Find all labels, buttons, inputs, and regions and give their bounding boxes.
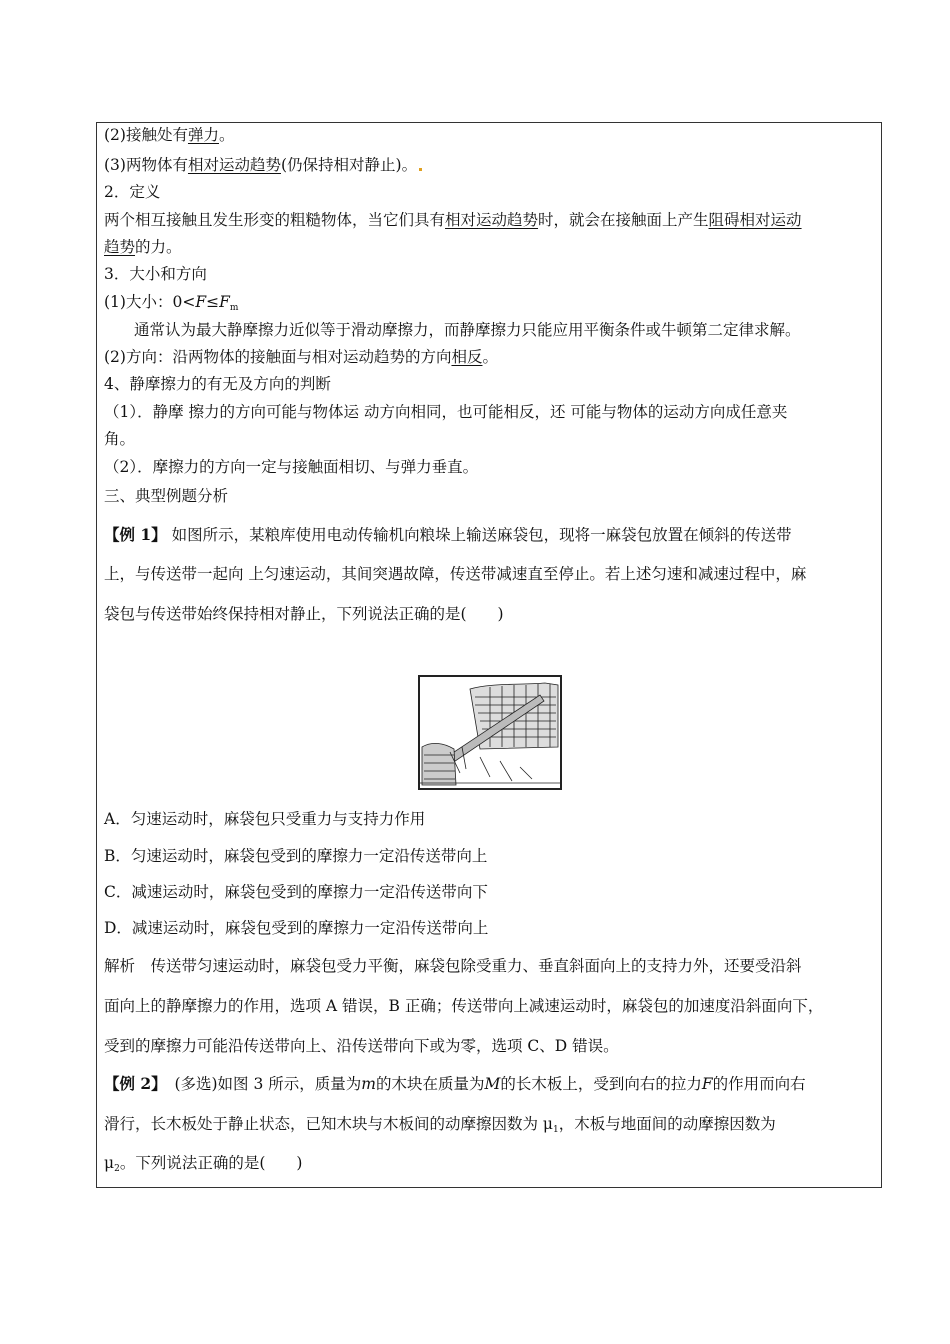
direction-line [104, 347, 498, 367]
text: ≤ [206, 293, 220, 311]
text: 的作用而向右 [712, 1075, 806, 1093]
option-a: A．匀速运动时，麻袋包只受重力与支持力作用 [104, 810, 426, 828]
text: 的力。 [135, 238, 182, 256]
symbol: μ [104, 1154, 115, 1172]
content-frame [96, 122, 882, 1188]
definition-line-2 [104, 237, 182, 257]
text: ，木板与地面间的动摩擦因数为 [558, 1115, 776, 1133]
symbol: F [219, 293, 230, 311]
conveyor-figure [418, 675, 562, 790]
text: 的木块在质量为 [375, 1075, 485, 1093]
symbol: M [484, 1075, 501, 1093]
text: 如图所示，某粮库使用电动传输机向粮垛上输送麻袋包，现将一麻袋包放置在倾斜的传送带 [166, 526, 792, 544]
text: (2)接触处有 [104, 126, 188, 144]
judgement-1: （1）．静摩 擦力的方向可能与物体运 动方向相同，也可能相反，还 可能与物体的运动方向成任意夹 [104, 403, 788, 421]
symbol: m [361, 1075, 376, 1093]
example-1-line-3: 袋包与传送带始终保持相对静止，下列说法正确的是( ) [104, 605, 504, 623]
definition-line-1 [104, 210, 802, 230]
text: 。 [482, 348, 498, 366]
judgement-1-cont: 角。 [104, 430, 136, 448]
example-2-line-3 [104, 1153, 302, 1179]
solution-line-1: 解析 传送带匀速运动时，麻袋包受力平衡，麻袋包除受重力、垂直斜面向上的支持力外，还要受沿斜 [104, 957, 802, 975]
condition-3 [104, 155, 422, 175]
heading-magnitude: 3．大小和方向 [104, 265, 207, 283]
underlined-term: 弹力 [187, 126, 219, 144]
magnitude-note: 通常认为最大静摩擦力近似等于滑动摩擦力，而静摩擦力只能应用平衡条件或牛顿第二定律求解。 [134, 321, 801, 339]
text: 。 [218, 126, 235, 144]
text: (仍保持相对静止)。 [280, 156, 418, 174]
text: 。下列说法正确的是( ) [119, 1154, 303, 1172]
option-d: D．减速运动时，麻袋包受到的摩擦力一定沿传送带向上 [104, 919, 489, 937]
symbol: F [195, 293, 207, 311]
condition-2 [104, 125, 235, 145]
example-2-line-1 [104, 1074, 806, 1094]
text: 的长木板上，受到向右的拉力 [500, 1075, 702, 1093]
text: 两个相互接触且发生形变的粗糙物体，当它们具有 [104, 211, 446, 229]
underlined-term: 阻碍相对运动 [708, 211, 802, 229]
subscript: m [229, 303, 239, 313]
example-2-line-2 [104, 1114, 776, 1140]
text: (多选)如图 3 所示，质量为 [158, 1075, 362, 1093]
subscript: 1 [553, 1125, 559, 1135]
underlined-term: 相对运动趋势 [187, 156, 281, 174]
symbol: F [701, 1075, 713, 1093]
text: (3)两物体有 [104, 156, 188, 174]
solution-line-2: 面向上的静摩擦力的作用，选项 A 错误，B 正确；传送带向上减速运动时，麻袋包的加速度沿斜面向下， [104, 997, 824, 1015]
text: 时，就会在接触面上产生 [538, 211, 709, 229]
heading-judgement: 4、静摩擦力的有无及方向的判断 [104, 375, 331, 393]
text: (1)大小：0< [104, 293, 196, 311]
solution-line-3: 受到的摩擦力可能沿传送带向上、沿传送带向下或为零，选项 C、D 错误。 [104, 1037, 619, 1055]
example-1-line-2: 上，与传送带一起向 上匀速运动，其间突遇故障，传送带减速直至停止。若上述匀速和减速过程中，麻 [104, 565, 807, 583]
underlined-term: 趋势 [104, 238, 136, 256]
heading-definition: 2．定义 [104, 183, 161, 201]
example-label: 【例 1】 [104, 525, 167, 544]
text: (2)方向：沿两物体的接触面与相对运动趋势的方向 [104, 348, 452, 366]
section-heading-examples: 三、典型例题分析 [104, 487, 229, 505]
judgement-2: （2）．摩擦力的方向一定与接触面相切、与弹力垂直。 [104, 458, 479, 476]
mark-dot [419, 168, 422, 171]
magnitude-formula [104, 292, 238, 318]
underlined-term: 相反 [451, 348, 483, 366]
option-b: B．匀速运动时，麻袋包受到的摩擦力一定沿传送带向上 [104, 847, 488, 865]
conveyor-illustration [420, 677, 560, 788]
option-c: C．减速运动时，麻袋包受到的摩擦力一定沿传送带向下 [104, 883, 488, 901]
underlined-term: 相对运动趋势 [445, 211, 539, 229]
text: 滑行，长木板处于静止状态，已知木块与木板间的动摩擦因数为 μ [104, 1115, 554, 1133]
example-1-line-1 [104, 525, 792, 545]
subscript: 2 [114, 1164, 120, 1174]
example-label: 【例 2】 [104, 1074, 159, 1093]
